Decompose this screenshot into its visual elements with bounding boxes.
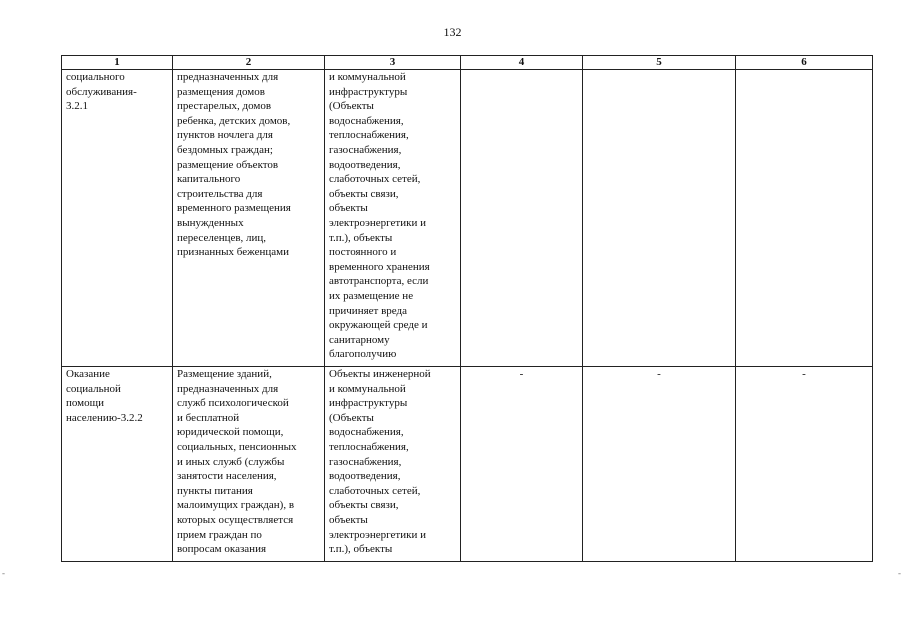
table-cell: Оказание социальной помощи населению-3.2.2 [62,367,173,562]
page-number: 132 [443,25,462,39]
table-cell: предназначенных для размещения домов престарелых, домов ребенка, детских домов, пунктов ночлега для бездомных граждан; размещение объектов капитального строительства для временного размещения вынужденных переселенцев, лиц, признанных беженцами [173,70,325,367]
table-cell: - [583,367,736,562]
header-row [62,56,873,70]
table-row [62,367,873,562]
column-header: 5 [583,56,736,70]
table-cell: и коммунальной инфраструктуры (Объекты водоснабжения, теплоснабжения, газоснабжения, водоотведения, слаботочных сетей, объекты связи, объекты электроэнергетики и т.п.), объекты постоянного и временного хранения автотранспорта, если их размещение не причиняет вреда окружающей среде и санитарному благополучию [325,70,461,367]
table-cell [461,70,583,367]
column-header: 1 [62,56,173,70]
column-header: 6 [736,56,873,70]
column-header: 4 [461,56,583,70]
column-header: 3 [325,56,461,70]
left-edge-mark: - [2,568,5,578]
land-use-table [61,55,873,562]
table-cell: - [461,367,583,562]
right-edge-mark: - [898,568,901,578]
table-cell [736,70,873,367]
table-cell: Размещение зданий, предназначенных для служб психологической и бесплатной юридической помощи, социальных, пенсионных и иных служб (службы занятости населения, пункты питания малоимущих граждан), в которых осуществляется прием граждан по вопросам оказания [173,367,325,562]
table-cell [583,70,736,367]
table-cell: - [736,367,873,562]
table-cell: социального обслуживания- 3.2.1 [62,70,173,367]
table-cell: Объекты инженерной и коммунальной инфраструктуры (Объекты водоснабжения, теплоснабжения, газоснабжения, водоотведения, слаботочных сетей, объекты связи, объекты электроэнергетики и т.п.), объекты [325,367,461,562]
column-header: 2 [173,56,325,70]
table-row [62,70,873,367]
